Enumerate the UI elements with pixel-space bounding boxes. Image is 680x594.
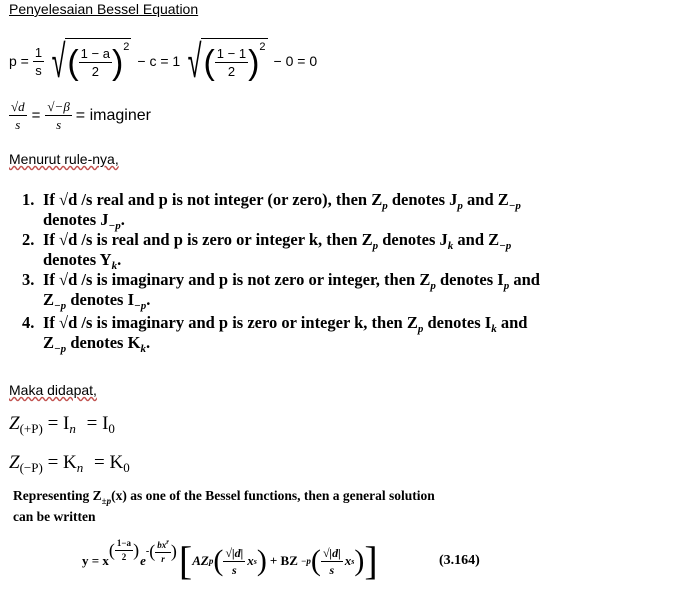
eq-p-sqrt1: √ ( $\frac{1 - a}{2}$ ) 2 — [51, 35, 130, 87]
eq-imag-num1: √d — [11, 99, 25, 114]
equation-imaginary — [9, 100, 151, 131]
eq-imag-eq: = — [31, 107, 41, 124]
rule-line: If √d /s real and p is not integer (or zero), then $Z_p$ denotes $J_p$ and $Z_{-p}$ — [43, 190, 521, 212]
gs-e: e — [140, 553, 146, 568]
gs-bz: + BZ — [269, 553, 298, 568]
eq-p-coef-num: 1 — [34, 44, 43, 60]
eq-p-coef-den: s — [35, 62, 42, 78]
eq-p-coef — [33, 46, 44, 77]
eq-imag-den1: s — [15, 117, 21, 132]
rule-line: $Z_{-p}$ denotes $K_k$. — [43, 333, 151, 355]
heading-result: Maka didapat, — [9, 382, 97, 398]
eq-p-sqrt2: √ ( $\frac{1 - 1}{2}$ ) 2 — [187, 35, 266, 87]
gs-y: y = x — [82, 553, 109, 568]
eq-p-minus-c: − c = 1 — [137, 53, 181, 69]
equation-p — [9, 35, 318, 87]
heading-solution: Penyelesaian Bessel Equation — [9, 1, 199, 17]
rule-line: denotes $J_{-p}$. — [43, 210, 125, 232]
rule-number: 1. — [22, 190, 35, 209]
eq-imag-den2: s — [56, 117, 62, 132]
equation-z-minus: $Z_{(-P)} = K_n = K_0$ — [9, 452, 130, 475]
rule-line: denotes $Y_k$. — [43, 250, 122, 272]
eq-imag-result: = imaginer — [75, 106, 151, 124]
gs-az: AZ — [192, 553, 209, 568]
eq-p-lhs: p = — [9, 53, 29, 69]
eq-imag-num2: √−β — [47, 99, 70, 114]
representing-line2: can be written — [13, 509, 96, 524]
eq-p-inner-num: 1 − a — [80, 46, 110, 61]
heading-rule: Menurut rule-nya, — [9, 151, 119, 167]
rule-line: If √d /s is real and p is zero or integer k, then $Z_p$ denotes $J_k$ and $Z_{-p}$ — [43, 230, 512, 252]
rule-number: 3. — [22, 270, 35, 289]
eq-p-exponent2: 2 — [259, 41, 266, 53]
eq-p-inner-den2: 2 — [227, 64, 236, 79]
eq-p-inner-den: 2 — [91, 64, 99, 79]
rule-number: 4. — [22, 313, 35, 332]
rule-line: If √d /s is imaginary and p is not zero or integer, then $Z_p$ denotes $I_p$ and — [43, 270, 540, 292]
equation-z-plus: $Z_{(+P)} = I_n = I_0$ — [9, 413, 115, 436]
equation-number: (3.164) — [439, 553, 480, 568]
eq-p-tail: − 0 = 0 — [273, 53, 318, 69]
rule-line: If √d /s is imaginary and p is zero or integer k, then $Z_p$ denotes $I_k$ and — [43, 313, 528, 335]
representing-line1: Representing $Z_{\pm p}(x)$ as one of the Bessel functions, then a general solution — [13, 488, 435, 506]
eq-p-exponent: 2 — [123, 41, 130, 53]
rules-list — [0, 190, 680, 360]
representing-paragraph — [13, 488, 435, 525]
eq-p-inner-num2: 1 − 1 — [216, 46, 247, 61]
rule-number: 2. — [22, 230, 35, 249]
rule-line: $Z_{-p}$ denotes $I_{-p}$. — [43, 290, 151, 312]
general-solution: y = x ( $\frac{1-a}{2}$ ) e - ( $\frac{bx^r}{r}$ ) [ AZ p ( $\frac{√|d|}{s}$ x s ) + BZ −p ( $\frac{√|d|}{s}$ x s ) ] — [82, 538, 378, 583]
